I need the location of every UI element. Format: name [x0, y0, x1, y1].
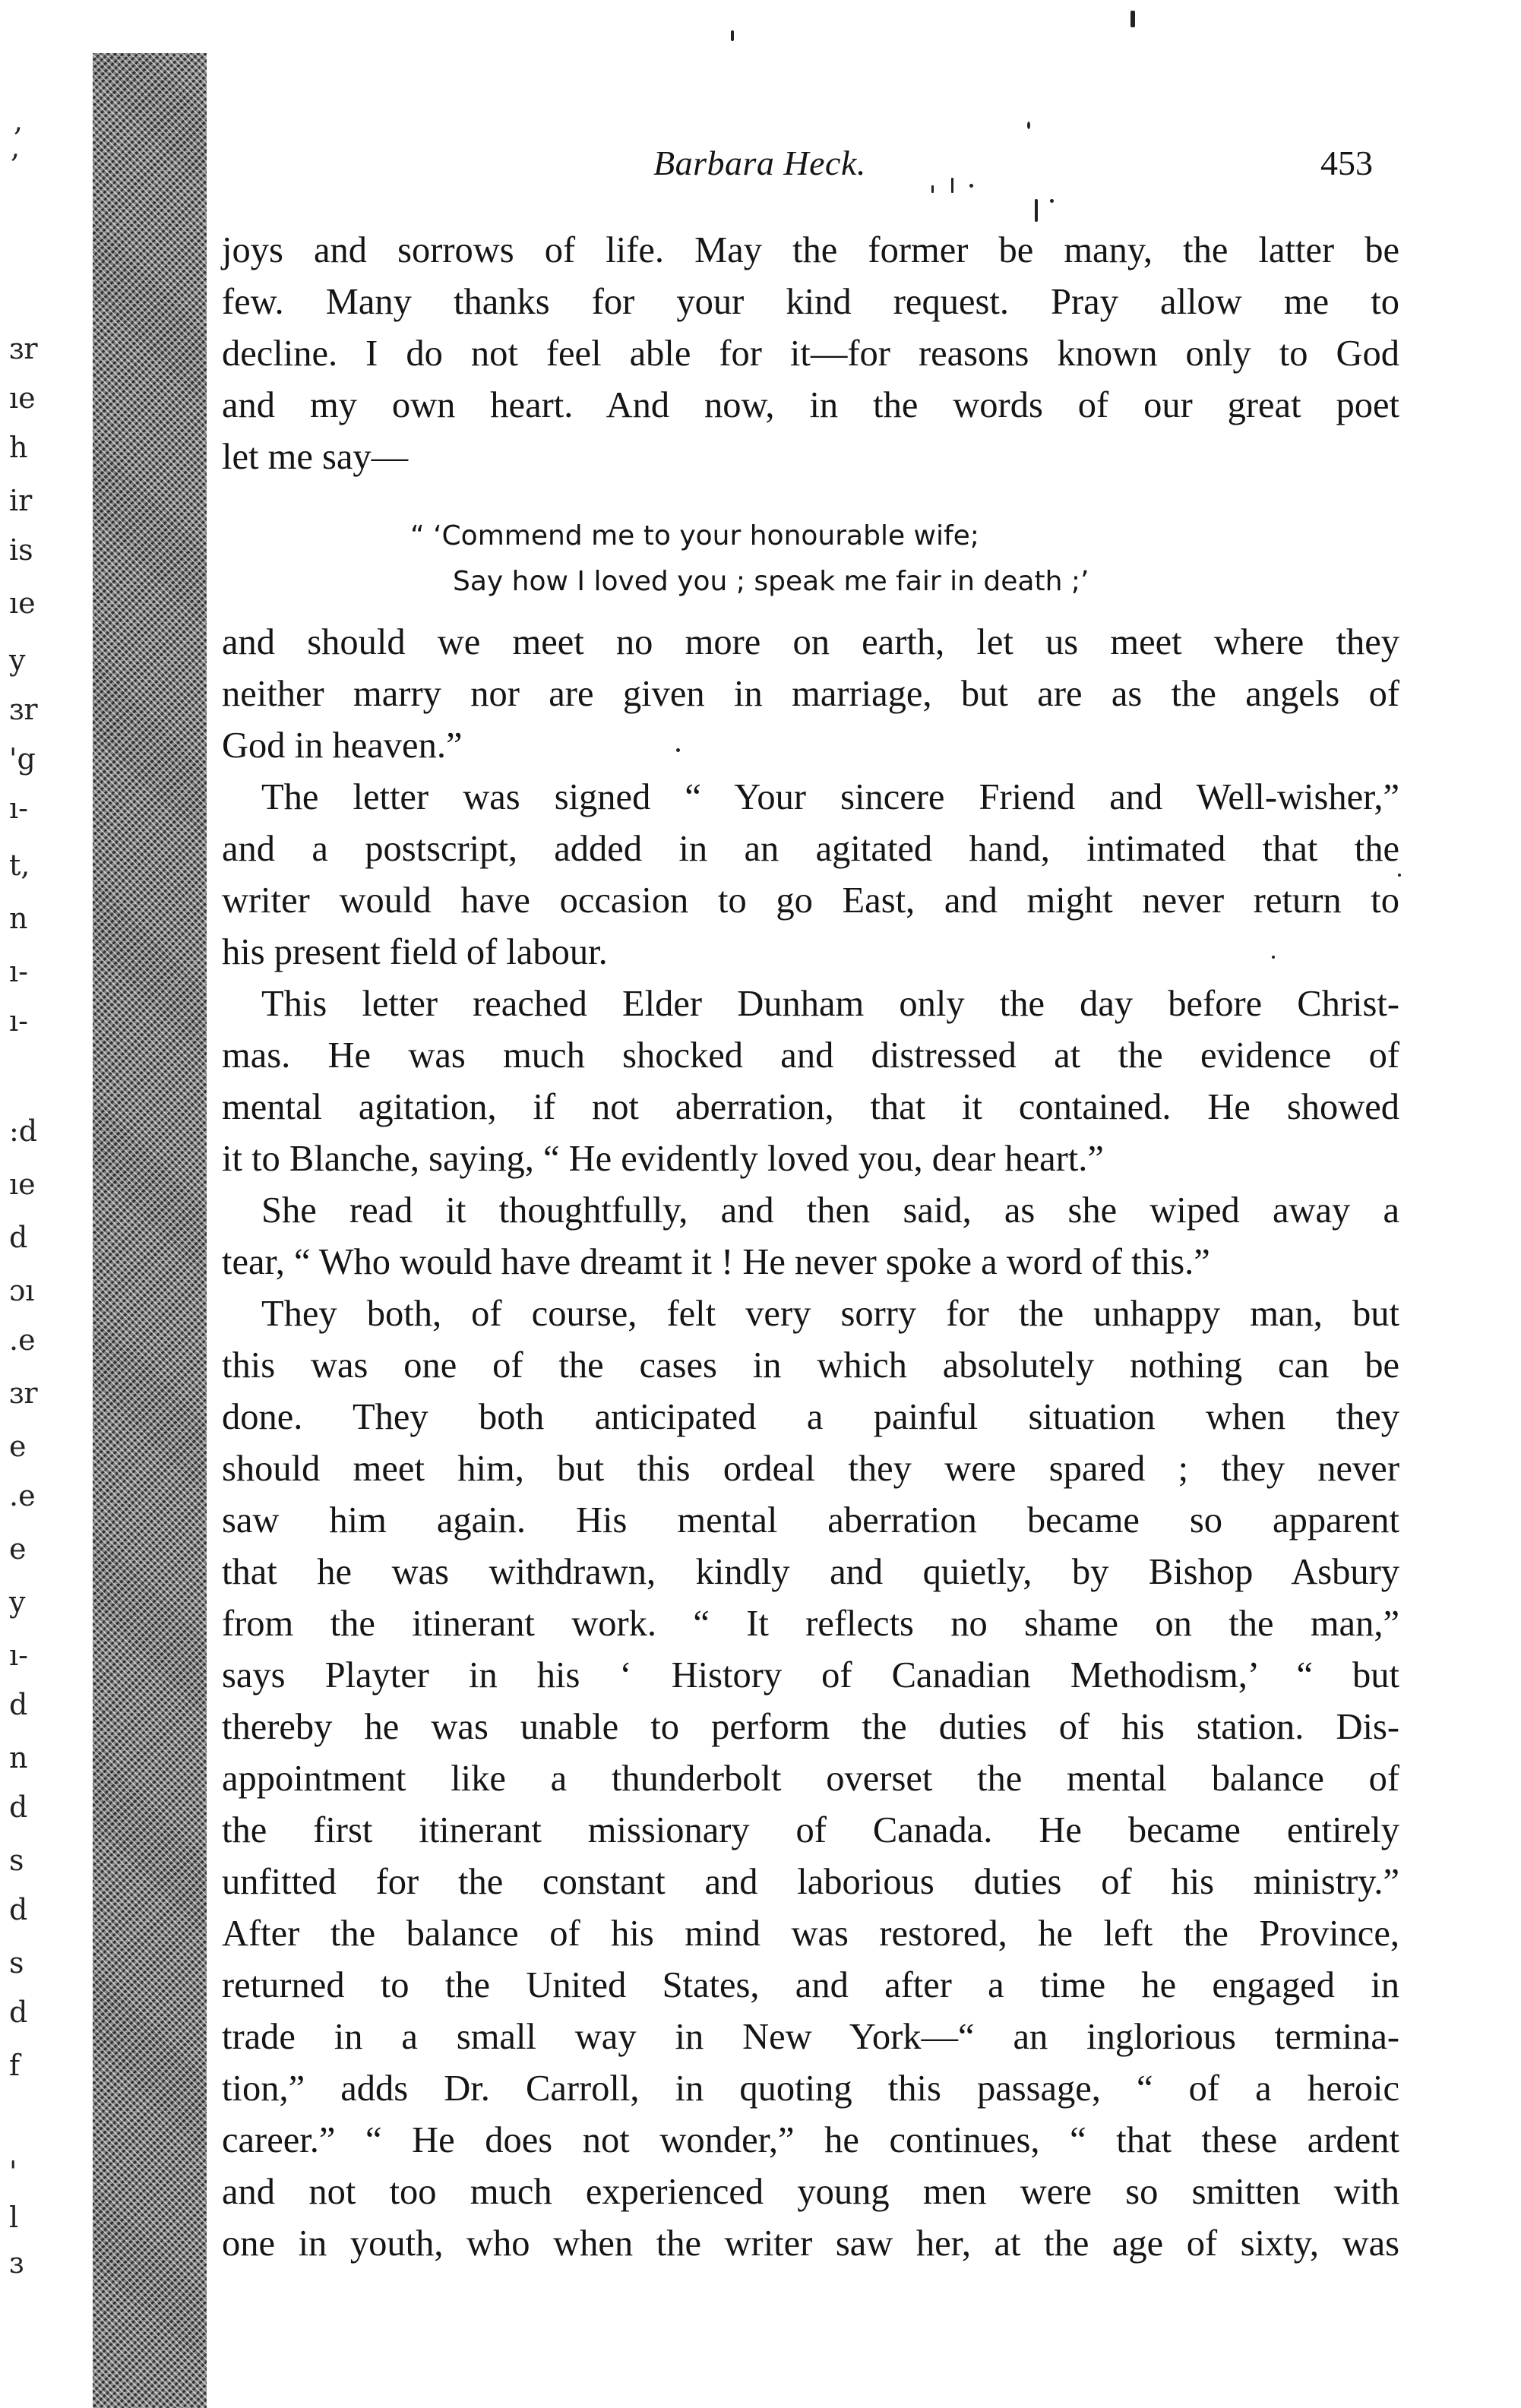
quote-line: “ ‘Commend me to your honourable wife;: [410, 520, 979, 551]
text-line: that he was withdrawn, kindly and quietly, by Bishop Asbury: [222, 1552, 1399, 1592]
text-line: appointment like a thunderbolt overset the mental balance of: [222, 1759, 1399, 1799]
paragraph-letter-continuation: [222, 225, 1399, 483]
text-line: and a postscript, added in an agitated hand, intimated that the: [222, 829, 1399, 869]
facing-page-fragment: ɜr: [9, 1376, 38, 1410]
scan-speck: [969, 184, 973, 188]
text-line: should meet him, but this ordeal they were spared ; they never: [222, 1449, 1399, 1489]
facing-page-fragment: ı-: [9, 955, 28, 988]
scan-speck: [1035, 199, 1038, 222]
text-line: The letter was signed “ Your sincere Friend and Well-wisher,”: [261, 777, 1399, 817]
facing-page-fragment: s: [9, 1844, 24, 1877]
facing-page-fragment: d: [9, 1893, 28, 1926]
facing-page-fragment: ı-: [9, 1639, 28, 1672]
facing-page-fragment: ɜr: [9, 332, 38, 365]
text-line: few. Many thanks for your kind request. Pray allow me to: [222, 282, 1399, 322]
text-line: She read it thoughtfully, and then said, as she wiped away a: [261, 1190, 1399, 1231]
text-line: and should we meet no more on earth, let us meet where they: [222, 622, 1399, 662]
facing-page-fragment: ɜ: [9, 2246, 24, 2280]
facing-page-fragment: y: [9, 1585, 26, 1619]
text-line: trade in a small way in New York—“ an inglorious termina-: [222, 2017, 1399, 2057]
text-line: his present field of labour.: [222, 932, 608, 972]
scan-speck: [731, 30, 734, 41]
text-line: They both, of course, felt very sorry for the unhappy man, but: [261, 1294, 1399, 1334]
facing-page-fragment: d: [9, 1790, 28, 1824]
text-line: from the itinerant work. “ It reflects no shame on the man,”: [222, 1604, 1399, 1644]
text-line: mas. He was much shocked and distressed at the evidence of: [222, 1035, 1399, 1076]
text-line: and not too much experienced young men were so smitten with: [222, 2172, 1399, 2212]
text-line: unfitted for the constant and laborious duties of his ministry.”: [222, 1862, 1399, 1902]
facing-page-fragment: 'g: [9, 742, 36, 776]
facing-page-fragment: ı-: [9, 1004, 28, 1038]
facing-page-fragment: d: [9, 1996, 28, 2029]
text-line: thereby he was unable to perform the duties of his station. Dis-: [222, 1707, 1399, 1747]
facing-page-fragment: ıe: [9, 381, 36, 415]
block-quote: [410, 514, 1089, 605]
facing-page-fragment: ,: [11, 131, 21, 164]
facing-page-fragment: ,: [14, 104, 24, 137]
facing-page-fragment: n: [9, 902, 28, 935]
facing-page-fragment: n: [9, 1741, 28, 1774]
scan-speck: [1130, 11, 1135, 27]
facing-page-fragment: ɔı: [9, 1274, 35, 1307]
paragraph-letter-reached: [222, 978, 1399, 1185]
paragraph-letter-closing: [222, 617, 1399, 772]
facing-page-fragment: ı-: [9, 792, 28, 825]
quote-line: Say how I loved you ; speak me fair in death ;’: [453, 566, 1089, 597]
facing-page-fragment: s: [9, 1946, 24, 1980]
facing-page-fragment: h: [9, 431, 28, 464]
text-line: it to Blanche, saying, “ He evidently loved you, dear heart.”: [222, 1139, 1104, 1179]
text-line: mental agitation, if not aberration, that it contained. He showed: [222, 1087, 1399, 1127]
facing-page-fragment: l: [9, 2201, 19, 2234]
text-line: the first itinerant missionary of Canada. He became entirely: [222, 1810, 1399, 1850]
facing-page-fragment: f: [9, 2049, 21, 2082]
facing-page-fragment: t,: [9, 848, 30, 882]
text-line: joys and sorrows of life. May the former be many, the latter be: [222, 230, 1399, 270]
scan-speck: [931, 185, 934, 193]
facing-page-fragment: e: [9, 1430, 27, 1463]
text-line: tear, “ Who would have dreamt it ! He never spoke a word of this.”: [222, 1242, 1210, 1282]
paragraph-they-both: [222, 1288, 1399, 2270]
text-line: one in youth, who when the writer saw her, at the age of sixty, was: [222, 2223, 1399, 2264]
facing-page-fragment: is: [9, 533, 33, 567]
text-line: tion,” adds Dr. Carroll, in quoting this passage, “ of a heroic: [222, 2068, 1399, 2109]
text-line: let me say—: [222, 437, 409, 477]
text-line: decline. I do not feel able for it—for reasons known only to God: [222, 333, 1399, 374]
facing-page-fragment: ıe: [9, 586, 36, 620]
text-line: God in heaven.”: [222, 725, 463, 766]
running-head-title: Barbara Heck.: [653, 144, 866, 182]
text-line: saw him again. His mental aberration became so apparent: [222, 1500, 1399, 1541]
scan-speck: [1050, 199, 1054, 203]
facing-page-fragment: .e: [9, 1323, 36, 1357]
text-line: returned to the United States, and after a time he engaged in: [222, 1965, 1399, 2005]
text-line: After the balance of his mind was restored, he left the Province,: [222, 1913, 1399, 1954]
facing-page-edge: [0, 0, 91, 2408]
paragraph-she-read: [222, 1185, 1399, 1288]
facing-page-fragment: d: [9, 1221, 28, 1254]
scan-speck: [951, 178, 953, 193]
facing-page-fragment: :d: [9, 1114, 38, 1148]
binding-gutter-shadow: [93, 53, 207, 2408]
text-line: This letter reached Elder Dunham only the day before Christ-: [261, 984, 1399, 1024]
text-line: this was one of the cases in which absolutely nothing can be: [222, 1345, 1399, 1386]
page-number: 453: [1320, 144, 1373, 182]
facing-page-fragment: ir: [9, 484, 33, 517]
text-line: career.” “ He does not wonder,” he continues, “ that these ardent: [222, 2120, 1399, 2160]
facing-page-fragment: ıe: [9, 1168, 36, 1201]
facing-page-fragment: y: [9, 643, 26, 677]
text-line: writer would have occasion to go East, and might never return to: [222, 880, 1399, 921]
facing-page-fragment: ': [9, 2155, 17, 2188]
text-line: neither marry nor are given in marriage, but are as the angels of: [222, 674, 1399, 714]
text-line: says Playter in his ‘ History of Canadian Methodism,’ “ but: [222, 1655, 1399, 1695]
facing-page-fragment: .e: [9, 1479, 36, 1512]
facing-page-fragment: d: [9, 1688, 28, 1721]
paragraph-signature: [222, 772, 1399, 978]
text-line: done. They both anticipated a painful situation when they: [222, 1397, 1399, 1437]
scan-speck: [1027, 122, 1030, 129]
facing-page-fragment: e: [9, 1532, 27, 1566]
facing-page-fragment: ɜr: [9, 693, 38, 726]
text-line: and my own heart. And now, in the words of our great poet: [222, 385, 1399, 425]
